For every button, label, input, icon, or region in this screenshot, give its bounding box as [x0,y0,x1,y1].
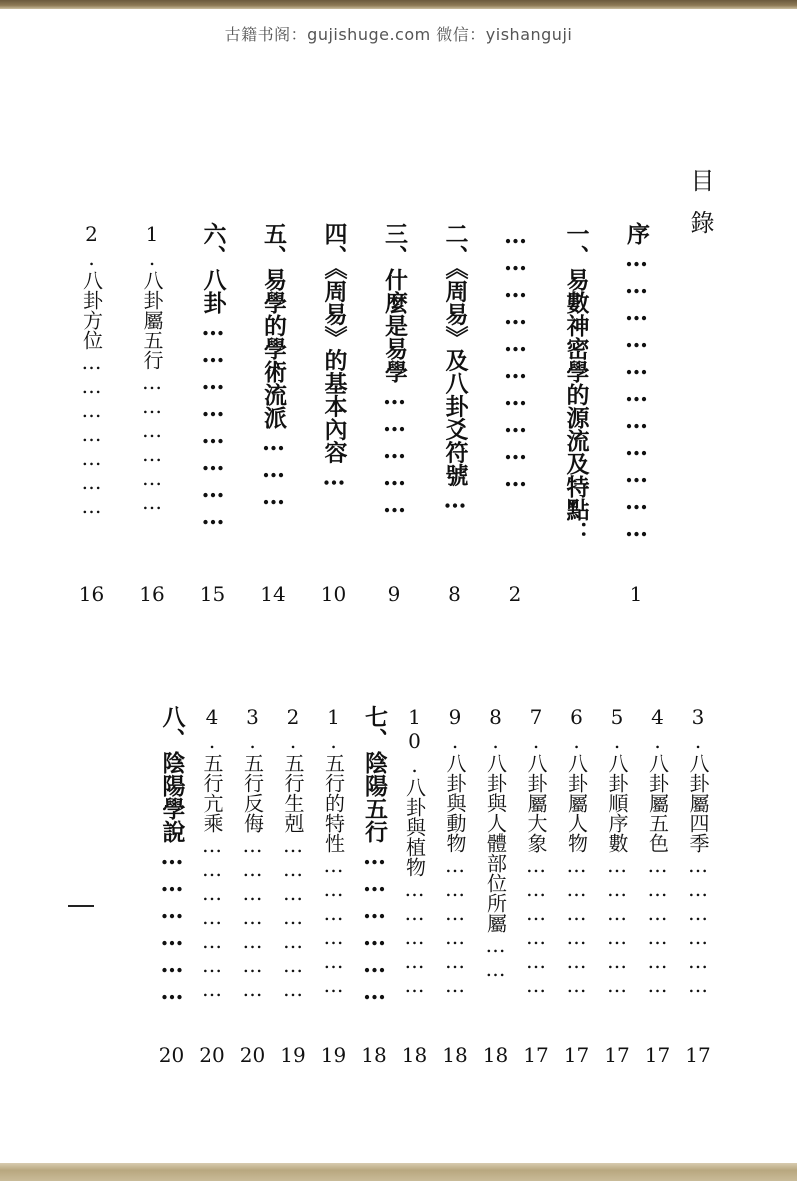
toc-entry-page: 19 [280,1043,306,1067]
toc-entry-page: 15 [199,582,226,606]
toc-entry-text: 4.五行亢乘………………… [200,705,224,1001]
toc-entry-page: 17 [604,1043,630,1067]
toc-entry-text: 三、什麼是易學…………… [381,222,408,518]
toc-entry-page: 17 [685,1043,711,1067]
folio-mark [68,905,94,907]
toc-entry-text: 1.五行的特性……………… [321,705,346,997]
toc-entry-page: 17 [563,1043,590,1067]
toc-entry-text: 二、《周易》及八卦爻符號… [441,222,469,514]
toc-entry-text: 4.八卦屬五色……………… [645,705,670,997]
toc-entry-page: 19 [320,1043,347,1067]
bottom-border [0,1163,797,1181]
toc-entry-text: 一、易數神密學的源流及特點： [562,222,590,544]
toc-entry-page: 1 [629,582,643,606]
toc-entry-text: 2.五行生剋………………… [281,705,305,1001]
toc-entry-text: 6.八卦屬人物……………… [564,705,589,997]
toc-entry-text: 序…………………………… [623,222,650,542]
toc-entry-page: 20 [199,1043,225,1067]
toc-entry-text: 3.八卦屬四季……………… [686,705,710,997]
toc-entry-text: 2.八卦方位………………… [79,222,104,518]
watermark-text: 古籍书阁：gujishuge.com 微信：yishanguji [224,25,573,44]
toc-entry-page: 9 [387,582,401,606]
toc-entry-text: 10.八卦與植物…………… [402,705,427,997]
toc-entry-text: 8.八卦與人體部位所屬…… [483,705,508,981]
page-title: 目錄 [686,168,714,252]
toc-entry-text: 3.五行反侮………………… [240,705,265,1001]
toc-entry-page: 18 [401,1043,428,1067]
toc-entry-text: 八、陰陽學說……………… [158,705,186,1005]
toc-entry-page: 10 [320,582,347,606]
toc-entry-page: 18 [361,1043,387,1067]
toc-entry-page: 17 [644,1043,671,1067]
toc-entry-page: 16 [78,582,105,606]
top-border [0,0,797,9]
toc-entry-text: 四、《周易》的基本內容… [320,222,348,491]
toc-entry-page: 8 [448,582,461,606]
toc-entry-page: 18 [442,1043,468,1067]
toc-entry-page: 14 [260,582,286,606]
toc-entry-text: 5.八卦順序數……………… [605,705,629,997]
toc-entry-text: 9.八卦與動物……………… [443,705,467,997]
toc-entry-text: 1.八卦屬五行……………… [140,222,164,514]
toc-entry-text: 七、陰陽五行……………… [361,705,388,1005]
toc-entry-page: 20 [239,1043,266,1067]
toc-entry-text: 六、八卦…………………… [199,222,227,530]
toc-entry-page: 16 [139,582,165,606]
toc-entry-text: 7.八卦屬大象……………… [524,705,548,997]
toc-entry-page: 20 [158,1043,185,1067]
toc-entry-page: 17 [523,1043,549,1067]
toc-entry-page: 18 [482,1043,509,1067]
toc-entry-text: 五、易學的學術流派……… [260,222,287,510]
toc-entry-page: 2 [508,582,522,606]
toc-entry-text: ………………………… [502,222,529,492]
